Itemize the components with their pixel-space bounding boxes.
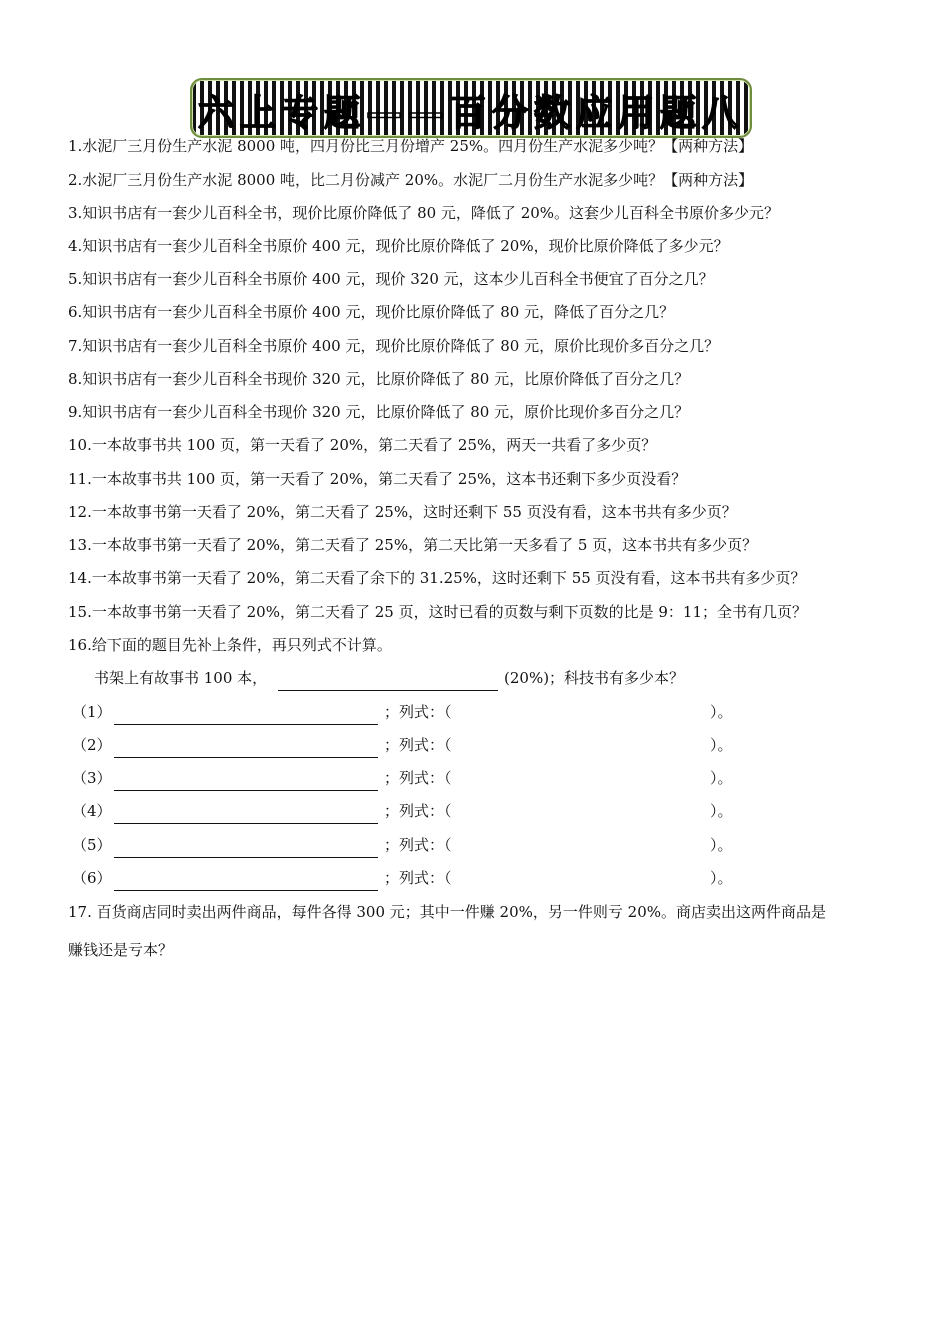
q16-item-2-number: （2） — [72, 736, 112, 754]
q16-item-6-condition-blank[interactable] — [114, 890, 378, 891]
q16-item-3-condition-blank[interactable] — [114, 790, 378, 791]
q16-item-1-condition-blank[interactable] — [114, 724, 378, 725]
question-12: 12.一本故事书第一天看了 20%，第二天看了 25%，这时还剩下 55 页没有看，这本书共有多少页？ — [68, 503, 737, 521]
question-9: 9.知识书店有一套少儿百科全书现价 320 元，比原价降低了 80 元，原价比现价多百分之几？ — [68, 403, 690, 421]
q16-item-2-sep: ；列式：（ — [384, 736, 452, 754]
title-banner — [190, 78, 752, 138]
q16-item-4-condition-blank[interactable] — [114, 823, 378, 824]
q16-item-5-sep: ；列式：（ — [384, 836, 452, 854]
q16-item-1-number: （1） — [72, 703, 112, 721]
question-16: 16.给下面的题目先补上条件，再只列式不计算。 — [68, 636, 392, 654]
q16-item-2-close: ）。 — [710, 736, 733, 754]
question-17-line-2: 赚钱还是亏本？ — [68, 941, 174, 959]
q16-item-1-sep: ；列式：（ — [384, 703, 452, 721]
question-4: 4.知识书店有一套少儿百科全书原价 400 元，现价比原价降低了 20%，现价比原价降低了多少元？ — [68, 237, 729, 255]
q16-item-3-number: （3） — [72, 769, 112, 787]
q16-item-3-close: ）。 — [710, 769, 733, 787]
q16-item-5-condition-blank[interactable] — [114, 857, 378, 858]
page-title: 六上专题——百分数应用题八 — [197, 93, 744, 134]
q16-item-6-number: （6） — [72, 869, 112, 887]
q16-item-2-condition-blank[interactable] — [114, 757, 378, 758]
q16-condition-blank[interactable] — [278, 690, 498, 691]
question-15: 15.一本故事书第一天看了 20%，第二天看了 25 页，这时已看的页数与剩下页数的比是 9：11；全书有几页？ — [68, 603, 807, 621]
q16-suffix: (20%)；科技书有多少本？ — [504, 669, 685, 687]
question-3: 3.知识书店有一套少儿百科全书，现价比原价降低了 80 元，降低了 20%。这套少儿百科全书原价多少元？ — [68, 204, 780, 222]
q16-prefix: 书架上有故事书 100 本， — [94, 669, 268, 687]
question-5: 5.知识书店有一套少儿百科全书原价 400 元，现价 320 元，这本少儿百科全书便宜了百分之几？ — [68, 270, 714, 288]
q16-item-4-sep: ；列式：（ — [384, 802, 452, 820]
question-8: 8.知识书店有一套少儿百科全书现价 320 元，比原价降低了 80 元，比原价降低了百分之几？ — [68, 370, 690, 388]
q16-item-5-number: （5） — [72, 836, 112, 854]
q16-item-4-close: ）。 — [710, 802, 733, 820]
q16-item-6-sep: ；列式：（ — [384, 869, 452, 887]
q16-item-3-sep: ；列式：（ — [384, 769, 452, 787]
question-6: 6.知识书店有一套少儿百科全书原价 400 元，现价比原价降低了 80 元，降低了百分之几？ — [68, 303, 675, 321]
question-10: 10.一本故事书共 100 页，第一天看了 20%，第二天看了 25%，两天一共看了多少页？ — [68, 436, 657, 454]
question-13: 13.一本故事书第一天看了 20%，第二天看了 25%，第二天比第一天多看了 5 页，这本书共有多少页？ — [68, 536, 758, 554]
question-7: 7.知识书店有一套少儿百科全书原价 400 元，现价比原价降低了 80 元，原价比现价多百分之几？ — [68, 337, 720, 355]
question-11: 11.一本故事书共 100 页，第一天看了 20%，第二天看了 25%，这本书还剩下多少页没看？ — [68, 470, 687, 488]
q16-item-6-close: ）。 — [710, 869, 733, 887]
question-2: 2.水泥厂三月份生产水泥 8000 吨，比二月份减产 20%。水泥厂二月份生产水泥多少吨？【两种方法】 — [68, 171, 754, 189]
q16-item-1-close: ）。 — [710, 703, 733, 721]
question-17-line-1: 17. 百货商店同时卖出两件商品，每件各得 300 元；其中一件赚 20%，另一件则亏 20%。商店卖出这两件商品是 — [68, 903, 827, 921]
q16-item-4-number: （4） — [72, 802, 112, 820]
question-1: 1.水泥厂三月份生产水泥 8000 吨，四月份比三月份增产 25%。四月份生产水泥多少吨？【两种方法】 — [68, 137, 754, 155]
question-14: 14.一本故事书第一天看了 20%，第二天看了余下的 31.25%，这时还剩下 55 页没有看，这本书共有多少页？ — [68, 569, 806, 587]
q16-item-5-close: ）。 — [710, 836, 733, 854]
